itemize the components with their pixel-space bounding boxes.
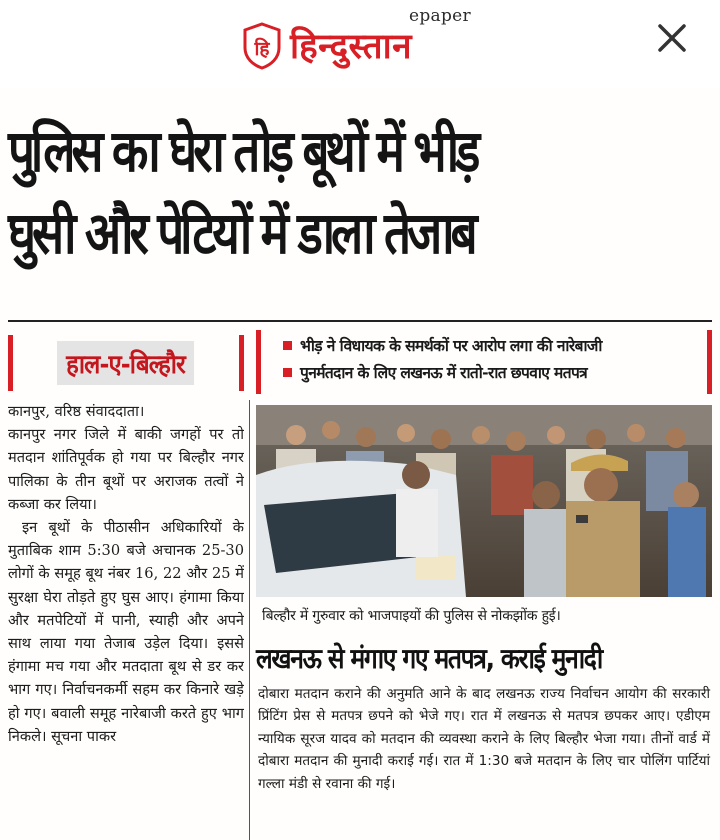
paragraph: दोबारा मतदान कराने की अनुमति आने के बाद लखनऊ राज्य निर्वाचन आयोग की सरकारी प्रिंटिंग प्रेस से मतपत्र छपने को भेजे गए। रात में लखनऊ से मतपत्र छपकर आए। एडीएम न्यायिक सूरज यादव को मतदान की व्यवस्था कराने के लिए बिल्हौर भेजा गया। तीनों वार्ड में दोबारा मतदान की मुनादी कराई गई। रात में 1:30 बजे मतदान के लिए चार पोलिंग पार्टियां गल्ला मंडी से रवाना की गई। [258,686,710,792]
brand-name: हिन्दुस्तान [290,27,413,67]
bullet-square-icon [283,368,292,377]
subheadline: लखनऊ से मंगाए गए मतपत्र, कराई मुनादी [256,642,602,675]
bullet-square-icon [283,341,292,350]
paragraph: कानपुर नगर जिले में बाकी जगहों पर तो मतदान शांतिपूर्वक हो गया पर बिल्हौर नगर पालिका के तीन बूथों पर अराजक तत्वों ने कब्जा कर लिया। [8,426,244,513]
article-body-right [258,683,710,795]
column-divider [249,400,250,840]
photo-caption: बिल्हौर में गुरुवार को भाजपाइयों की पुलिस से नोकझोंक हुई। [262,608,561,624]
section-tag-label: हाल-ए-बिल्हौर [57,341,194,385]
article-headline [8,110,585,274]
bullet-item: पुनर्मतदान के लिए लखनऊ में रातो-रात छपवाए मतपत्र [283,360,707,387]
close-icon [652,18,692,58]
bullet-item: भीड़ ने विधायक के समर्थकों पर आरोप लगा की नारेबाजी [283,333,707,360]
paragraph: इन बूथों के पीठासीन अधिकारियों के मुताबिक शाम 5:30 बजे अचानक 25-30 लोगों के समूह बूथ नंबर 16, 22 और 25 में सुरक्षा घेरा तोड़ते हुए घुस आए। हंगामा किया और मतपेटियों में पानी, स्याही और अपने साथ लाया गया तेजाब उड़ेल दिया। इससे हंगामा मच गया और मतदाता बूथ से डर कर भाग गए। निर्वाचनकर्मी सहम कर किनारे खड़े हो गए। बवाली समूह नारेबाजी करते हुए भाग निकले। सूचना पाकर [8,519,244,745]
highlight-bullets [256,330,712,394]
article-body-left [8,400,244,836]
epaper-label: epaper [409,6,471,26]
hindustan-logo-icon [241,22,283,70]
logo-glyph: हि [254,38,270,60]
app-header [0,0,720,88]
dateline: कानपुर, वरिष्ठ संवाददाता। [8,403,145,420]
headline-line-1: पुलिस का घेरा तोड़ बूथों में भीड़ [8,117,477,185]
headline-divider [8,320,712,322]
headline-line-2: घुसी और पेटियों में डाला तेजाब [8,199,474,267]
close-button[interactable] [652,18,692,58]
news-photo [256,405,712,597]
section-tag [8,335,244,391]
